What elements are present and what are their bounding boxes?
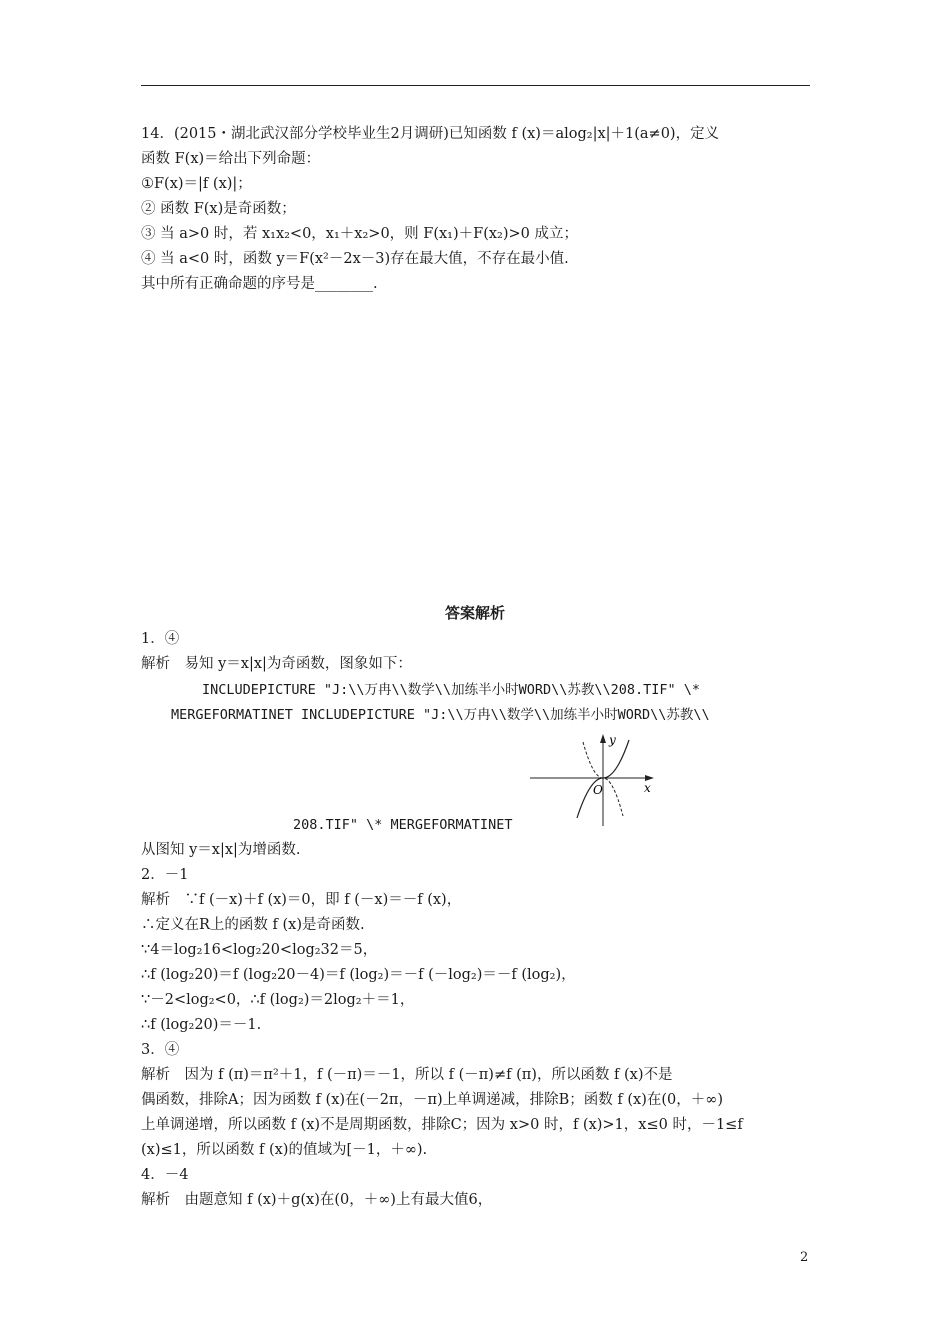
answer-2-line: 解析 ∵f (－x)＋f (x)＝0，即 f (－x)＝－f (x)， — [141, 892, 462, 908]
answer-3-line: 偶函数，排除A；因为函数 f (x)在(－2π，－π)上单调递减，排除B；函数 f (x)在(0，＋∞) — [141, 1092, 723, 1108]
answer-1-analysis: 解析 易知 y＝x|x|为奇函数，图象如下： — [141, 656, 412, 672]
origin-label: O — [593, 783, 603, 797]
header-rule — [141, 85, 810, 86]
answer-2-line: ∴f (log₂20)＝f (log₂20－4)＝f (log₂)＝－f (－log₂)＝－f (log₂)， — [141, 967, 576, 983]
answer-2-line: ∵4＝log₂16<log₂20<log₂32＝5， — [141, 942, 378, 958]
answer-2-number: 2．－1 — [141, 867, 189, 883]
page-number: 2 — [800, 1250, 809, 1265]
problem-line-1: 14．(2015・湖北武汉部分学校毕业生2月调研)已知函数 f (x)＝alog₂|x|＋1(a≠0)，定义 — [141, 126, 720, 142]
answer-3-number: 3．④ — [141, 1042, 180, 1058]
y-axis-label: y — [609, 733, 616, 747]
answer-1-number: 1．④ — [141, 631, 180, 647]
x-axis-label: x — [644, 781, 651, 795]
includepicture-field-3: 208.TIF" \* MERGEFORMATINET — [293, 817, 513, 833]
answer-1-conclusion: 从图知 y＝x|x|为增函数. — [141, 842, 301, 858]
proposition-4: ④ 当 a<0 时，函数 y＝F(x²－2x－3)存在最大值，不存在最小值. — [141, 251, 569, 267]
answer-3-line: (x)≤1，所以函数 f (x)的值域为[－1，＋∞). — [141, 1142, 428, 1158]
answer-4-number: 4．－4 — [141, 1167, 189, 1183]
answers-heading: 答案解析 — [444, 604, 505, 622]
answer-3-line: 解析 因为 f (π)＝π²＋1，f (－π)＝－1，所以 f (－π)≠f (π)，所以函数 f (x)不是 — [141, 1067, 673, 1083]
proposition-2: ② 函数 F(x)是奇函数； — [141, 201, 296, 217]
includepicture-field-1: INCLUDEPICTURE "J:\\万冉\\数学\\加练半小时WORD\\苏教\\208.TIF" \* — [202, 682, 700, 698]
problem-question: 其中所有正确命题的序号是________. — [141, 276, 378, 292]
answer-2-line: ∵－2<log₂<0，∴f (log₂)＝2log₂＋＝1， — [141, 992, 415, 1008]
answer-2-line: ∴定义在R上的函数 f (x)是奇函数. — [141, 917, 365, 933]
answer-4-line: 解析 由题意知 f (x)＋g(x)在(0，＋∞)上有最大值6， — [141, 1192, 493, 1208]
answer-2-line: ∴f (log₂20)＝－1. — [141, 1017, 262, 1033]
includepicture-field-2: MERGEFORMATINET INCLUDEPICTURE "J:\\万冉\\数学\\加练半小时WORD\\苏教\\ — [171, 707, 710, 723]
graph-y-equals-x-abs-x — [530, 732, 658, 826]
problem-line-2: 函数 F(x)＝给出下列命题： — [141, 151, 321, 167]
answer-3-line: 上单调递增，所以函数 f (x)不是周期函数，排除C；因为 x>0 时，f (x)>1，x≤0 时，－1≤f — [141, 1117, 743, 1133]
proposition-1: ①F(x)＝|f (x)|； — [141, 176, 252, 192]
proposition-3: ③ 当 a>0 时，若 x₁x₂<0，x₁＋x₂>0，则 F(x₁)＋F(x₂)>0 成立； — [141, 226, 578, 242]
